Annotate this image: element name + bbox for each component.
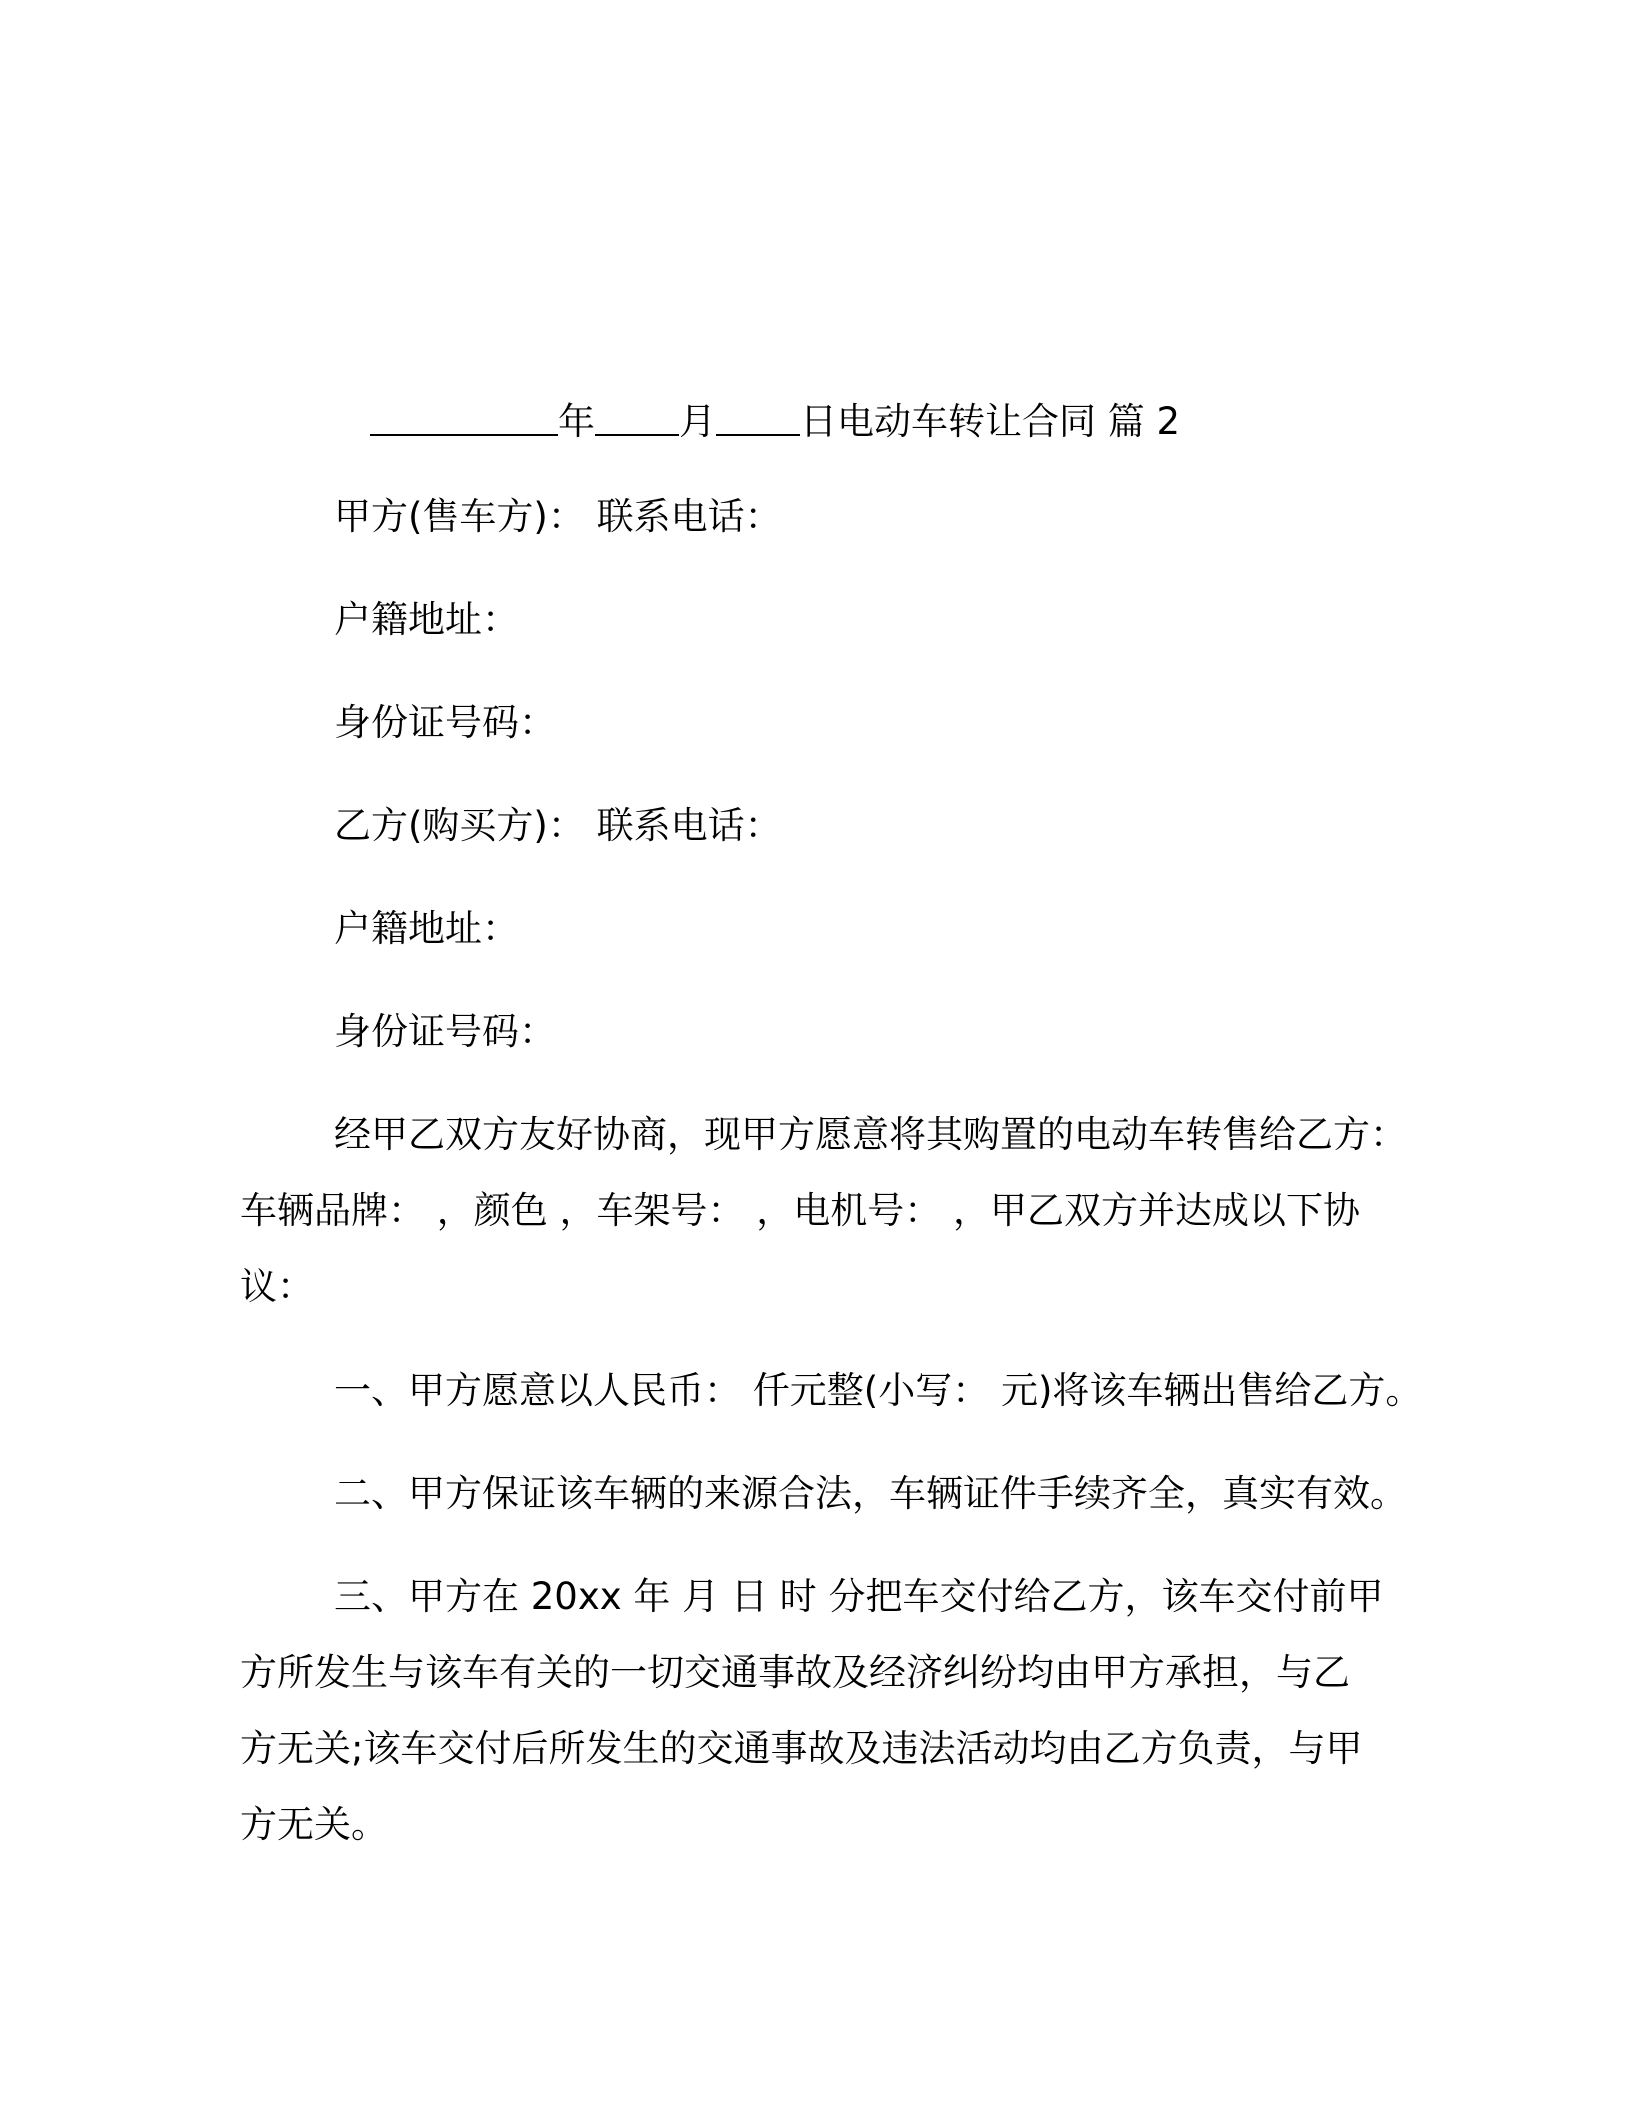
title-year-suffix: 年 — [558, 400, 595, 443]
intro-line-3: 议： — [240, 1265, 314, 1308]
clause-three-line-1: 三、甲方在 20xx 年 月 日 时 分把车交付给乙方，该车交付前甲 — [334, 1575, 1384, 1618]
intro-line-2: 车辆品牌： ，颜色 ，车架号： ，电机号： ，甲乙双方并达成以下协 — [240, 1189, 1361, 1232]
party-b-name-line: 乙方(购买方)： 联系电话： — [334, 804, 782, 847]
year-blank — [370, 402, 558, 436]
title-month-suffix: 月 — [679, 400, 716, 443]
contract-title — [370, 400, 1181, 443]
title-day-suffix: 日电动车转让合同 篇 2 — [800, 400, 1181, 443]
intro-line-1: 经甲乙双方友好协商，现甲方愿意将其购置的电动车转售给乙方： — [334, 1113, 1407, 1156]
clause-three-line-3: 方无关;该车交付后所发生的交通事故及违法活动均由乙方负责，与甲 — [240, 1727, 1363, 1770]
clause-two: 二、甲方保证该车辆的来源合法，车辆证件手续齐全，真实有效。 — [334, 1472, 1407, 1515]
month-blank — [595, 402, 679, 436]
party-a-name-line: 甲方(售车方)： 联系电话： — [334, 495, 782, 538]
clause-three-line-2: 方所发生与该车有关的一切交通事故及经济纠纷均由甲方承担，与乙 — [240, 1651, 1350, 1694]
party-b-address: 户籍地址： — [334, 907, 519, 950]
clause-three-line-4: 方无关。 — [240, 1803, 388, 1846]
clause-one: 一、甲方愿意以人民币： 仟元整(小写： 元)将该车辆出售给乙方。 — [334, 1369, 1423, 1412]
party-a-address: 户籍地址： — [334, 598, 519, 641]
party-a-id-number: 身份证号码： — [334, 701, 556, 744]
party-b-id-number: 身份证号码： — [334, 1010, 556, 1053]
day-blank — [716, 402, 800, 436]
